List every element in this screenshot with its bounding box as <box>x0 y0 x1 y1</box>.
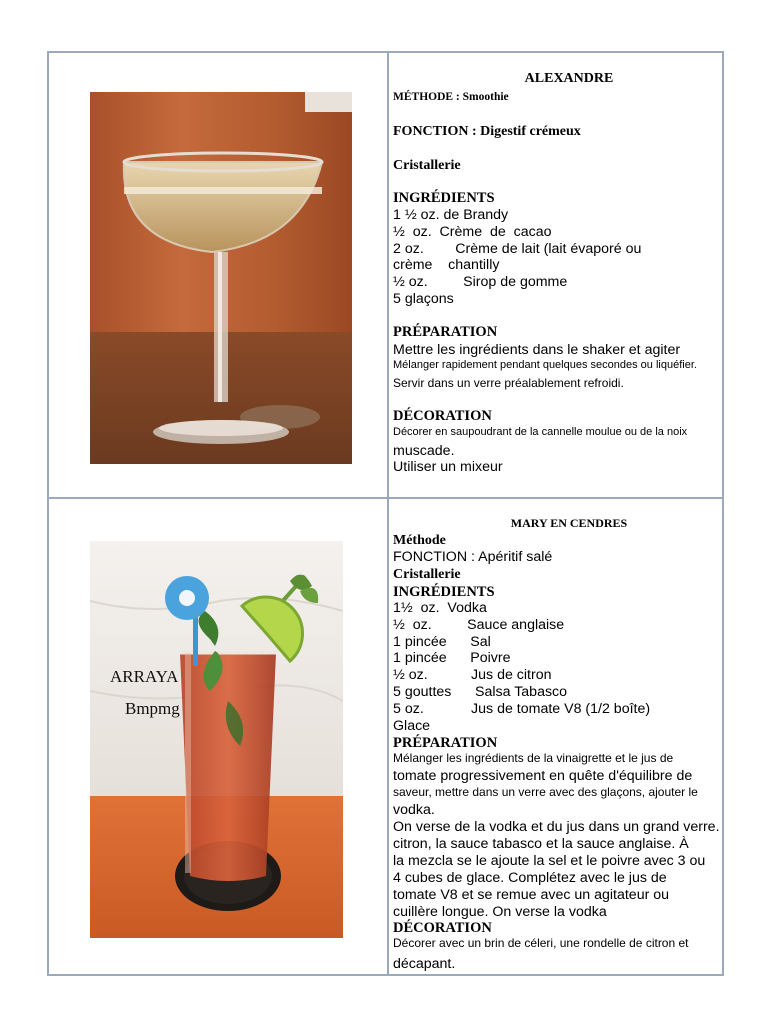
column-divider <box>387 53 389 974</box>
recipe2-preparation-line: citron, la sauce tabasco et la sauce anglaise. À <box>393 836 689 852</box>
row-divider <box>49 497 722 499</box>
ingredient-line: 1 pincée Sal <box>393 633 491 650</box>
ingredient-line: Glace <box>393 717 431 734</box>
recipe2-preparation-line: cuillère longue. On verse la vodka <box>393 904 607 920</box>
ingredient-line: 2 oz. Crème de lait (lait évaporé ou <box>393 240 642 257</box>
recipe1-preparation-line: Mélanger rapidement pendant quelques secondes ou liquéfier. <box>393 359 697 371</box>
recipe2-preparation-line: saveur, mettre dans un verre avec des glaçons, ajouter le <box>393 785 698 799</box>
ingredient-line: ½ oz. Sirop de gomme <box>393 274 568 291</box>
recipe1-title: ALEXANDRE <box>524 71 614 86</box>
recipe1-fonction: FONCTION : Digestif crémeux <box>393 124 581 139</box>
recipe2-preparation-line: la mezcla se le ajoute la sel et le poivre avec 3 ou <box>393 853 706 869</box>
photo-caption-line1: ARRAYA <box>110 667 179 686</box>
recipe1-cristallerie: Cristallerie <box>393 158 461 173</box>
recipe2-ingredients-list <box>393 600 650 734</box>
recipe-table <box>47 51 724 976</box>
recipe2-methode: Méthode <box>393 533 446 548</box>
recipe1-preparation-line: Servir dans un verre préalablement refroidi. <box>393 376 624 390</box>
ingredient-line: 1½ oz. Vodka <box>393 600 487 616</box>
recipe1-ingredients-list <box>393 207 641 308</box>
ingredient-line: 5 glaçons <box>393 290 454 307</box>
recipe2-preparation-line: tomate progressivement en quête d'équilibre de <box>393 768 693 784</box>
recipe2-preparation-line: tomate V8 et se remue avec un agitateur ou <box>393 887 670 903</box>
ingredient-line: ½ oz. Sauce anglaise <box>393 616 565 633</box>
recipe1-decoration-line: Utiliser un mixeur <box>393 459 503 475</box>
recipe2-decoration-heading: DÉCORATION <box>393 920 492 936</box>
recipe2-ingredients-heading: INGRÉDIENTS <box>393 584 495 600</box>
ingredient-line: 5 oz. Jus de tomate V8 (1/2 boîte) <box>393 700 651 717</box>
ingredient-line: ½ oz. Crème de cacao <box>393 223 552 240</box>
photo-caption-line2: Bmpmg <box>125 699 180 718</box>
recipe1-preparation-line: Mettre les ingrédients dans le shaker et agiter <box>393 342 681 358</box>
recipe1-methode: MÉTHODE : Smoothie <box>393 91 509 103</box>
recipe1-ingredients-heading: INGRÉDIENTS <box>393 190 495 206</box>
recipe2-fonction: FONCTION : Apéritif salé <box>393 549 553 565</box>
recipe1-decoration-heading: DÉCORATION <box>393 408 492 424</box>
recipe2-preparation-line: On verse de la vodka et du jus dans un grand verre. <box>393 819 720 835</box>
recipe1-preparation-heading: PRÉPARATION <box>393 324 498 340</box>
recipe2-title: MARY EN CENDRES <box>510 516 628 530</box>
alexandre-cocktail-photo <box>90 92 352 464</box>
recipe2-preparation-line: vodka. <box>393 802 435 818</box>
recipe2-cristallerie: Cristallerie <box>393 567 461 582</box>
recipe2-preparation-heading: PRÉPARATION <box>393 735 498 751</box>
recipe2-decoration-line: Décorer avec un brin de céleri, une rondelle de citron et <box>393 936 689 950</box>
ingredient-line: crème chantilly <box>393 257 500 274</box>
recipe2-preparation-line: Mélanger les ingrédients de la vinaigrette et le jus de <box>393 751 674 765</box>
ingredient-line: 5 gouttes Salsa Tabasco <box>393 683 568 700</box>
mary-en-cendres-photo <box>90 541 343 938</box>
recipe1-decoration-line: muscade. <box>393 443 455 459</box>
recipe1-decoration-line: Décorer en saupoudrant de la cannelle moulue ou de la noix <box>393 426 688 438</box>
recipe2-decoration-line: décapant. <box>393 956 456 972</box>
recipe2-preparation-line: 4 cubes de glace. Complétez avec le jus de <box>393 870 667 886</box>
ingredient-line: 1 ½ oz. de Brandy <box>393 207 509 223</box>
ingredient-line: 1 pincée Poivre <box>393 650 511 667</box>
ingredient-line: ½ oz. Jus de citron <box>393 667 552 684</box>
